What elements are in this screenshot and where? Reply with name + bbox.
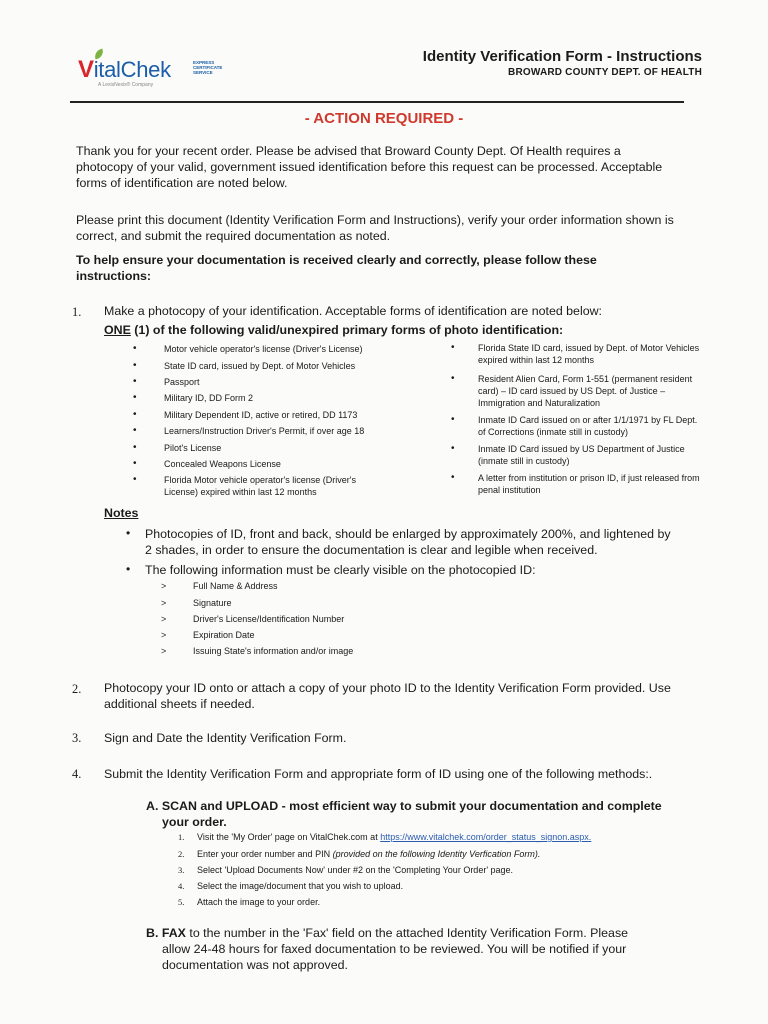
bullet-icon: •	[133, 474, 137, 485]
bullet-icon: •	[133, 376, 137, 387]
method-b-line: allow 24-48 hours for faxed documentation to be reviewed. You will be notified if your	[162, 942, 627, 956]
method-a-line: your order.	[162, 815, 227, 829]
intro-paragraph	[76, 143, 696, 191]
list-item: Florida Motor vehicle operator's license (Driver's	[164, 475, 357, 485]
substep-5: Attach the image to your order.	[197, 897, 321, 907]
ensure-line: instructions:	[76, 269, 152, 283]
substep-4: Select the image/document that you wish to upload.	[197, 881, 404, 891]
note-photocopies	[145, 526, 705, 558]
substep-3: Select 'Upload Documents Now' under #2 on the 'Completing Your Order' page.	[197, 865, 514, 875]
visible-item: Signature	[193, 598, 232, 608]
arrow-bullet-icon: >	[161, 646, 167, 656]
list-item: Inmate ID Card issued on or after 1/1/1971 by FL Dept.	[478, 415, 698, 425]
bullet-icon: •	[126, 526, 131, 540]
substep-number: 1.	[178, 832, 185, 842]
step4-text: Submit the Identity Verification Form and appropriate form of ID using one of the following methods:.	[104, 767, 653, 781]
bullet-icon: •	[133, 458, 137, 469]
step-number: 4.	[72, 767, 82, 781]
header-divider	[70, 101, 684, 103]
bullet-icon: •	[451, 414, 455, 425]
logo-tag: A LexisNexis® Company	[98, 82, 154, 88]
list-item: Learners/Instruction Driver's Permit, if over age 18	[164, 426, 365, 436]
list-item: Motor vehicle operator's license (Driver's License)	[164, 344, 363, 354]
step-number: 1.	[72, 305, 82, 319]
note-line: Photocopies of ID, front and back, should be enlarged by approximately 200%, and lightened by	[145, 527, 671, 541]
photo-id-heading	[104, 322, 704, 338]
list-item: Concealed Weapons License	[164, 459, 281, 469]
step2-text	[104, 680, 704, 712]
note-visible-info: The following information must be clearly visible on the photocopied ID:	[145, 563, 536, 577]
step2-line: Photocopy your ID onto or attach a copy of your photo ID to the Identity Verification Form provided. Use	[104, 681, 671, 695]
list-item: Military ID, DD Form 2	[164, 393, 254, 403]
list-item: Passport	[164, 377, 200, 387]
list-item: Military Dependent ID, active or retired, DD 1173	[164, 410, 358, 420]
substep-number: 4.	[178, 881, 185, 891]
department: BROWARD COUNTY DEPT. OF HEALTH	[508, 67, 702, 78]
intro-line: photocopy of your valid, government issued identification before this request can be processed. Acceptable	[76, 160, 663, 174]
method-b-label: B. FAX	[146, 926, 186, 940]
print-line: Please print this document (Identity Verification Form and Instructions), verify your order information shown is	[76, 213, 674, 227]
list-item: (inmate still in custody)	[478, 456, 570, 466]
print-line: correct, and submit the required documentation as noted.	[76, 229, 391, 243]
list-item: Inmate ID Card issued by US Department of Justice	[478, 444, 685, 454]
visible-item: Expiration Date	[193, 630, 255, 640]
list-item: expired within last 12 months	[478, 355, 595, 365]
intro-line: Thank you for your recent order. Please be advised that Broward County Dept. Of Health requires a	[76, 144, 621, 158]
bullet-icon: •	[451, 342, 455, 353]
ensure-line: To help ensure your documentation is received clearly and correctly, please follow these	[76, 253, 597, 267]
method-a-heading	[146, 798, 706, 830]
substep-number: 5.	[178, 897, 185, 907]
bullet-icon: •	[133, 360, 137, 371]
bullet-icon: •	[133, 409, 137, 420]
notes-heading: Notes	[104, 506, 139, 520]
bullet-icon: •	[451, 443, 455, 454]
step-number: 2.	[72, 682, 82, 696]
visible-item: Issuing State's information and/or image	[193, 646, 354, 656]
step1-text: Make a photocopy of your identification. Acceptable forms of identification are noted below:	[104, 304, 602, 318]
bullet-icon: •	[126, 562, 131, 576]
heading-one: ONE	[104, 323, 131, 337]
bullet-icon: •	[133, 425, 137, 436]
print-paragraph	[76, 212, 696, 244]
method-b-line: documentation was not approved.	[162, 958, 348, 972]
intro-line: forms of identification are noted below.	[76, 176, 288, 190]
substep-number: 3.	[178, 865, 185, 875]
step-number: 3.	[72, 731, 82, 745]
substep-text: Visit the 'My Order' page on VitalChek.com at	[197, 832, 381, 842]
visible-item: Full Name & Address	[193, 581, 278, 591]
ensure-paragraph	[76, 252, 696, 284]
bullet-icon: •	[451, 472, 455, 483]
substep-number: 2.	[178, 849, 185, 859]
list-item: License) expired within last 12 months	[164, 487, 317, 497]
list-item: Pilot's License	[164, 443, 222, 453]
list-item: A letter from institution or prison ID, if just released from	[478, 473, 700, 483]
substep-italic: (provided on the following Identity Verfication Form).	[332, 849, 541, 859]
method-b	[146, 925, 706, 973]
page-title: Identity Verification Form - Instructions	[422, 48, 702, 65]
list-item: penal institution	[478, 485, 541, 495]
method-b-line	[146, 925, 706, 941]
vitalchek-logo	[78, 56, 223, 88]
page-header	[423, 48, 702, 78]
logo-sub: EXPRESS CERTIFICATE SERVICE	[193, 60, 223, 75]
substep-text: Enter your order number and PIN	[197, 849, 333, 859]
bullet-icon: •	[133, 343, 137, 354]
heading-rest: (1) of the following valid/unexpired primary forms of photo identification:	[130, 323, 564, 337]
action-required: - ACTION REQUIRED -	[304, 110, 464, 127]
arrow-bullet-icon: >	[161, 614, 167, 624]
visible-item: Driver's License/Identification Number	[193, 614, 345, 624]
substep-1	[197, 832, 591, 842]
logo-text: VitalChek	[78, 56, 171, 83]
list-item: State ID card, issued by Dept. of Motor Vehicles	[164, 361, 356, 371]
bullet-icon: •	[133, 442, 137, 453]
list-item: Florida State ID card, issued by Dept. of Motor Vehicles	[478, 343, 700, 353]
step3-text: Sign and Date the Identity Verification Form.	[104, 731, 347, 745]
list-item: of Corrections (inmate still in custody)	[478, 427, 629, 437]
bullet-icon: •	[451, 373, 455, 384]
arrow-bullet-icon: >	[161, 598, 167, 608]
substep-2	[197, 849, 540, 859]
list-item: card) – ID card issued by US Dept. of Justice –	[478, 386, 666, 396]
step2-line: additional sheets if needed.	[104, 697, 255, 711]
method-a-line: A. SCAN and UPLOAD - most efficient way to submit your documentation and complete	[146, 799, 662, 813]
note-line: 2 shades, in order to ensure the documentation is clear and legible when received.	[145, 543, 598, 557]
bullet-icon: •	[133, 392, 137, 403]
arrow-bullet-icon: >	[161, 630, 167, 640]
list-item: Resident Alien Card, Form 1-551 (permanent resident	[478, 374, 693, 384]
method-b-text: to the number in the 'Fax' field on the attached Identity Verification Form. Please	[185, 926, 629, 940]
list-item: Immigration and Naturalization	[478, 398, 601, 408]
order-status-link[interactable]: https://www.vitalchek.com/order_status_signon.aspx.	[380, 832, 592, 842]
arrow-bullet-icon: >	[161, 581, 167, 591]
